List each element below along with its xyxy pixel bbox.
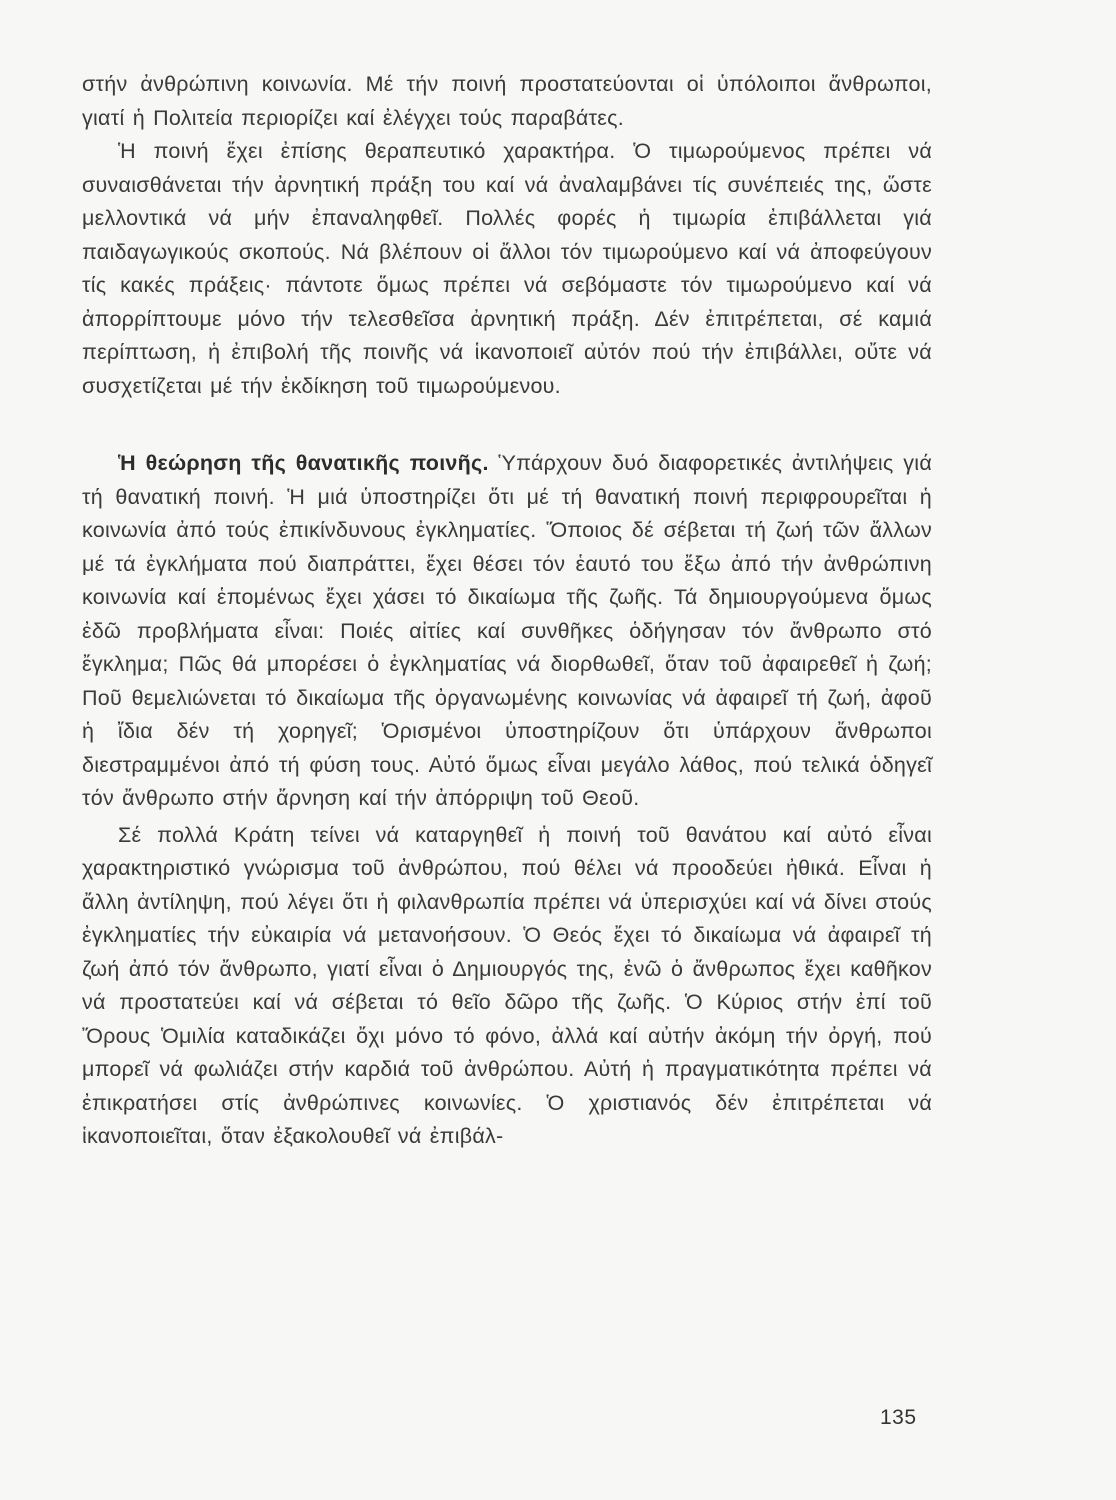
paragraph-abolition: Σέ πολλά Κράτη τείνει νά καταργηθεῖ ἡ ποινή τοῦ θανάτου καί αὐτό εἶναι χαρακτηριστικό γνώρισμα τοῦ ἀνθρώπου, πού θέλει νά προοδεύει ἠθικά. Εἶναι ἡ ἄλλη ἀντίληψη, πού λέγει ὅτι ἡ φιλανθρωπία πρέπει νά ὑπερισχύει καί νά δίνει στούς ἐγκληματίες τήν εὐκαιρία νά μετανοήσουν. Ὁ Θεός ἔχει τό δικαίωμα νά ἀφαιρεῖ τή ζωή ἀπό τόν ἄνθρωπο, γιατί εἶναι ὁ Δημιουργός της, ἐνῶ ὁ ἄνθρωπος ἔχει καθῆκον νά προστατεύει καί νά σέβεται τό θεῖο δῶρο τῆς ζωῆς. Ὁ Κύριος στήν ἐπί τοῦ Ὄρους Ὁμιλία καταδικάζει ὄχι μόνο τό φόνο, ἀλλά καί αὐτήν ἀκόμη τήν ὀργή, πού μπορεῖ νά φωλιάζει στήν καρδιά τοῦ ἀνθρώπου. Αὐτή ἡ πραγματικότητα πρέπει νά ἐπικρατήσει στίς ἀνθρώπινες κοινωνίες. Ὁ χριστιανός δέν ἐπιτρέπεται νά ἱκανοποιεῖται, ὅταν ἐξακολουθεῖ νά ἐπιβάλ- <box>82 822 932 1148</box>
paragraph-continuation: στήν ἀνθρώπινη κοινωνία. Μέ τήν ποινή προστατεύονται οἱ ὑπόλοιποι ἄνθρωποι, γιατί ἡ Πολιτεία περιορίζει καί ἐλέγχει τούς παραβάτες. <box>82 72 932 130</box>
page-number: 135 <box>880 1406 917 1429</box>
section-heading: Ἡ θεώρηση τῆς θανατικῆς ποινῆς. <box>118 451 489 475</box>
page-body <box>82 68 932 1154</box>
section-gap <box>82 403 932 447</box>
section-body-text: Ὑπάρχουν δυό διαφορετικές ἀντιλήψεις γιά τή θανατική ποινή. Ἡ μιά ὑποστηρίζει ὅτι μέ τή θανατική ποινή περιφρουρεῖται ἡ κοινωνία ἀπό τούς ἐπικίνδυνους ἐγκληματίες. Ὅποιος δέ σέβεται τή ζωή τῶν ἄλλων μέ τά ἐγκλήματα πού διαπράττει, ἔχει θέσει τόν ἑαυτό του ἔξω ἀπό τήν ἀνθρώπινη κοινωνία καί ἑπομένως ἔχει χάσει τό δικαίωμα τῆς ζωῆς. Τά δημιουργούμενα ὅμως ἐδῶ προβλήματα εἶναι: Ποιές αἰτίες καί συνθῆκες ὁδήγησαν τόν ἄνθρωπο στό ἔγκλημα; Πῶς θά μπορέσει ὁ ἐγκληματίας νά διορθωθεῖ, ὅταν τοῦ ἀφαιρεθεῖ ἡ ζωή; Ποῦ θεμελιώνεται τό δικαίωμα τῆς ὀργανωμένης κοινωνίας νά ἀφαιρεῖ τή ζωή, ἀφοῦ ἡ ἴδια δέν τή χορηγεῖ; Ὁρισμένοι ὑποστηρίζουν ὅτι ὑπάρχουν ἄνθρωποι διεστραμμένοι ἀπό τή φύση τους. Αὐτό ὅμως εἶναι μεγάλο λάθος, πού τελικά ὁδηγεῖ τόν ἄνθρωπο στήν ἄρνηση καί τήν ἀπόρριψη τοῦ Θεοῦ. <box>82 451 932 810</box>
paragraph-death-penalty-views <box>82 447 932 816</box>
paragraph-therapeutic-penalty: Ἡ ποινή ἔχει ἐπίσης θεραπευτικό χαρακτήρα. Ὁ τιμωρούμενος πρέπει νά συναισθάνεται τήν ἀρνητική πράξη του καί νά ἀναλαμβάνει τίς συνέπειές της, ὥστε μελλοντικά νά μήν ἐπαναληφθεῖ. Πολλές φορές ἡ τιμωρία ἐπιβάλλεται γιά παιδαγωγικούς σκοπούς. Νά βλέπουν οἱ ἄλλοι τόν τιμωρούμενο καί νά ἀποφεύγουν τίς κακές πράξεις· πάντοτε ὅμως πρέπει νά σεβόμαστε τόν τιμωρούμενο καί νά ἀπορρίπτουμε μόνο τήν τελεσθεῖσα ἀρνητική πράξη. Δέν ἐπιτρέπεται, σέ καμιά περίπτωση, ἡ ἐπιβολή τῆς ποινῆς νά ἱκανοποιεῖ αὐτόν πού τήν ἐπιβάλλει, οὔτε νά συσχετίζεται μέ τήν ἐκδίκηση τοῦ τιμωρούμενου. <box>82 139 932 398</box>
